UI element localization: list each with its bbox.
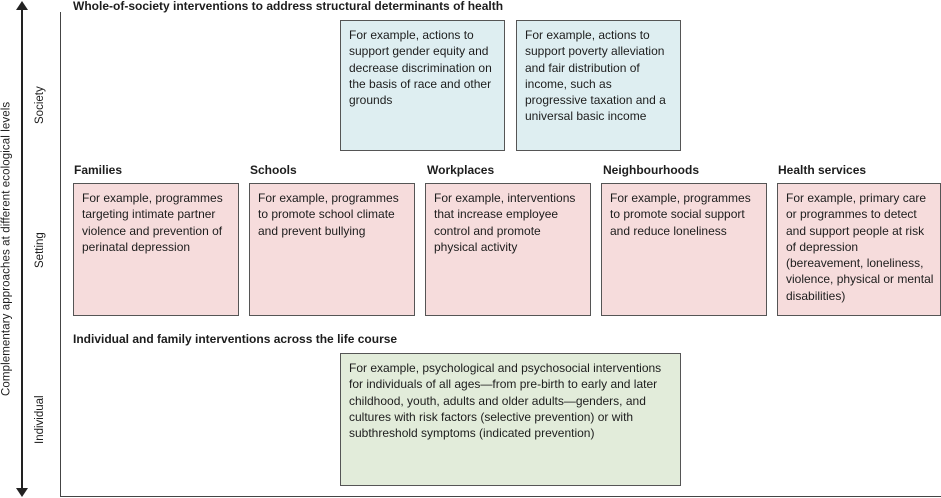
individual-heading: Individual and family interventions across the life course: [73, 332, 398, 346]
setting-box-schools: For example, programmes to promote school climate and prevent bullying: [249, 183, 415, 316]
setting-heading-schools: Schools: [250, 163, 297, 177]
setting-box-health-services: For example, primary care or programmes to detect and support people at risk of depression (bereavement, loneliness, violence, physical or mental disabilities): [777, 183, 941, 316]
setting-heading-health-services: Health services: [778, 163, 867, 177]
axis-label: Complementary approaches at different ecological levels: [0, 101, 13, 397]
setting-heading-families: Families: [74, 163, 123, 177]
level-label-setting: Setting: [34, 232, 46, 268]
setting-box-neighbourhoods: For example, programmes to promote social support and reduce loneliness: [601, 183, 767, 316]
society-box-gender-equity: For example, actions to support gender equity and decrease discrimination on the basis of race and other grounds: [340, 20, 505, 151]
society-heading: Whole-of-society interventions to address structural determinants of health: [73, 0, 504, 13]
setting-box-families: For example, programmes targeting intimate partner violence and prevention of perinatal depression: [73, 183, 239, 316]
setting-heading-workplaces: Workplaces: [427, 163, 495, 177]
society-box-poverty-alleviation: For example, actions to support poverty alleviation and fair distribution of income, such as progressive taxation and a universal basic income: [516, 20, 681, 151]
level-label-individual: Individual: [34, 395, 46, 445]
frame-left-border: [60, 12, 61, 497]
arrow-down-icon: [16, 488, 28, 497]
frame-bottom-border: [60, 496, 941, 497]
level-label-society: Society: [34, 86, 46, 124]
individual-box: For example, psychological and psychosocial interventions for individuals of all ages—from pre-birth to early and later childhood, youth, adults and older adults—genders, and cultures with risk factors (selective prevention) or with subthreshold symptoms (indicated prevention): [340, 353, 681, 486]
setting-heading-neighbourhoods: Neighbourhoods: [603, 163, 699, 177]
axis-line: [21, 8, 23, 490]
setting-box-workplaces: For example, interventions that increase employee control and promote physical activity: [425, 183, 591, 316]
